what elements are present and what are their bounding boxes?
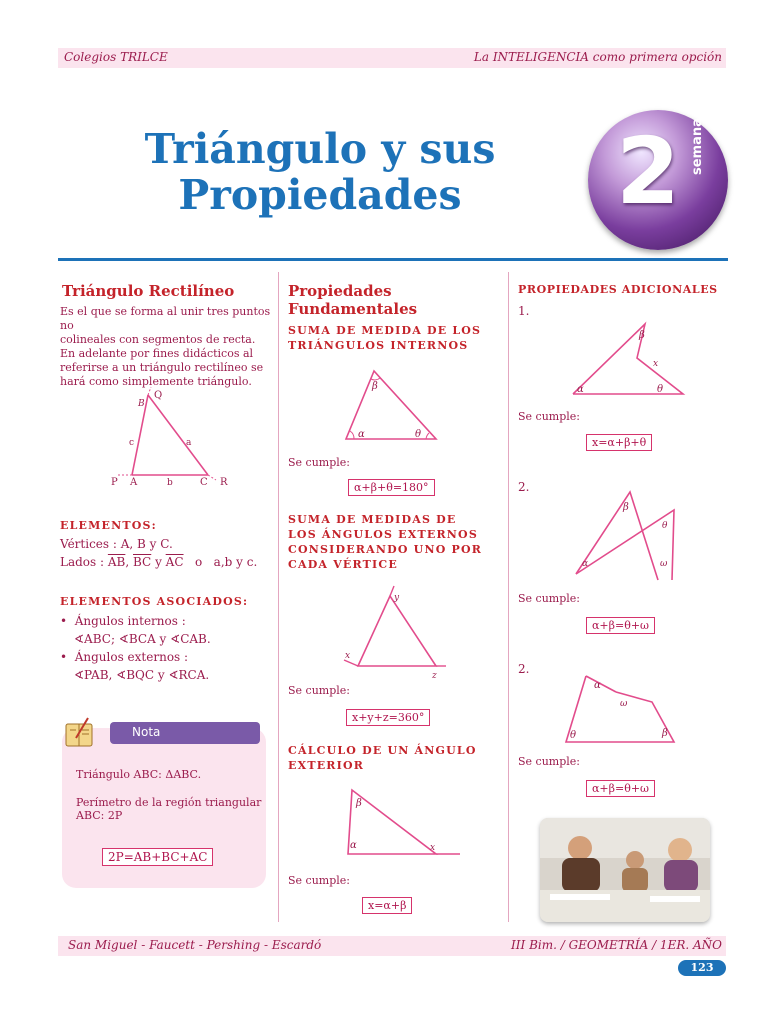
heading-line: CÁLCULO DE UN ÁNGULO	[288, 744, 477, 757]
figure-shape	[566, 676, 674, 742]
angle-arc	[350, 431, 354, 439]
heading-line: CONSIDERANDO UNO POR	[288, 543, 483, 556]
title-divider	[58, 258, 728, 261]
angle-arc	[426, 433, 429, 439]
lados-text: Lados : $\overline{AB}$, $\overline{BC}$ y $\overline{AC}$ o a,b y c.	[60, 555, 258, 569]
students-illustration	[540, 818, 710, 922]
label-omega: ω	[620, 699, 628, 709]
lados-and: y	[155, 555, 162, 569]
suma-internos-heading	[288, 323, 500, 353]
segment-ac: $\overline{AC}$	[165, 555, 184, 569]
column-divider	[278, 272, 279, 922]
se-cumple-label: Se cumple:	[518, 592, 580, 605]
label-x: x	[345, 651, 351, 661]
definition-text	[60, 305, 274, 389]
definition-line: En adelante por fines didácticos al	[60, 347, 254, 360]
asociados-list	[60, 612, 211, 684]
label-b-side: b	[167, 478, 173, 488]
heading-line: EXTERIOR	[288, 759, 365, 772]
triangle-external-figure	[336, 584, 456, 684]
side-a	[148, 395, 208, 475]
definition-line: referirse a un triángulo rectilíneo se	[60, 361, 264, 374]
heading-line: LOS ÁNGULOS EXTERNOS	[288, 528, 478, 541]
label-q: Q	[154, 390, 163, 401]
label-omega: ω	[660, 559, 668, 569]
heading-line: SUMA DE MEDIDAS DE	[288, 513, 457, 526]
property-number: 2.	[518, 662, 530, 676]
header-slogan: La INTELIGENCIA como primera opción	[473, 50, 722, 64]
footer-course: III Bim. / GEOMETRÍA / 1ER. AÑO	[511, 938, 722, 952]
se-cumple-label: Se cumple:	[518, 755, 580, 768]
students-photo	[540, 818, 710, 922]
page-title	[60, 126, 580, 218]
label-a: A	[130, 477, 138, 488]
quadrilateral-figure	[556, 672, 690, 748]
label-theta: θ	[662, 521, 668, 531]
list-item: • Ángulos externos :	[60, 650, 189, 664]
property-number: 1.	[518, 304, 530, 318]
property-1-formula: x=α+β+θ	[586, 434, 652, 451]
exterior-angle-formula: x=α+β	[362, 897, 412, 914]
se-cumple-label: Se cumple:	[518, 410, 580, 423]
heading-line: Fundamentales	[288, 300, 418, 318]
label-beta: β	[372, 381, 378, 392]
property-3-formula: α+β=θ+ω	[586, 780, 655, 797]
book-icon	[62, 716, 98, 752]
elementos-heading: ELEMENTOS:	[60, 519, 157, 532]
label-beta: β	[356, 798, 362, 809]
section-heading-triangulo: Triángulo Rectilíneo	[62, 282, 235, 300]
se-cumple-label: Se cumple:	[288, 684, 350, 697]
segment-bc: $\overline{BC}$	[133, 555, 152, 569]
sum-internal-formula: α+β+θ=180°	[348, 479, 435, 496]
internos-label: Ángulos internos :	[74, 614, 186, 628]
label-alpha: α	[577, 384, 584, 395]
angulo-exterior-heading	[288, 743, 500, 773]
label-x: x	[653, 359, 659, 369]
label-a-side: a	[186, 438, 192, 448]
nota-line-1: Triángulo ABC: ΔABC.	[76, 768, 202, 781]
label-beta: β	[639, 330, 645, 341]
label-r: R	[220, 477, 228, 488]
list-item: • Ángulos internos :	[60, 614, 186, 628]
nota-label: Nota	[132, 725, 161, 739]
triangle-internal-figure	[338, 365, 448, 445]
triangle-exterior-angle-figure	[340, 782, 464, 862]
label-x: x	[430, 843, 436, 853]
page-number: 123	[678, 960, 726, 976]
triangle-shape	[358, 596, 436, 666]
label-z: z	[432, 671, 437, 681]
label-alpha: α	[594, 680, 601, 691]
definition-line: hará como simplemente triángulo.	[60, 375, 252, 388]
label-alpha: α	[582, 559, 589, 569]
triangle-abc-figure	[100, 385, 240, 495]
heading-line: CADA VÉRTICE	[288, 558, 398, 571]
label-alpha: α	[350, 840, 357, 851]
extension-q	[148, 387, 151, 395]
week-word: semana	[690, 118, 705, 175]
label-beta: β	[662, 728, 668, 739]
label-b: B	[138, 399, 145, 409]
figure-edge	[586, 676, 616, 692]
definition-line: Es el que se forma al unir tres puntos no	[60, 305, 271, 332]
concave-figure-1	[565, 316, 690, 398]
extension-r	[208, 475, 216, 480]
header-school: Colegios TRILCE	[64, 50, 168, 64]
se-cumple-label: Se cumple:	[288, 456, 350, 469]
lados-prefix: Lados :	[60, 555, 105, 569]
crossed-triangles-figure	[568, 488, 688, 584]
label-y: y	[394, 593, 400, 603]
angle-arc	[371, 378, 380, 380]
nota-line-2b: ABC: 2P	[76, 809, 123, 822]
figure-shape	[573, 324, 683, 394]
label-theta: θ	[657, 384, 664, 395]
lados-suffix: a,b y c.	[213, 555, 258, 569]
segment-ab: $\overline{AB}$	[107, 555, 126, 569]
nota-tab	[110, 722, 260, 744]
label-theta: θ	[415, 429, 422, 440]
footer-locations: San Miguel - Faucett - Pershing - Escardó	[68, 938, 322, 952]
label-theta: θ	[570, 730, 577, 741]
property-2-formula: α+β=θ+ω	[586, 617, 655, 634]
label-alpha: α	[358, 429, 365, 440]
asociados-heading: ELEMENTOS ASOCIADOS:	[60, 595, 249, 608]
nota-line-2a: Perímetro de la región triangular	[76, 796, 262, 809]
title-line-2: Propiedades	[178, 171, 462, 219]
list-item: ∢ABC; ∢BCA y ∢CAB.	[74, 632, 211, 646]
propiedades-adicionales-heading: PROPIEDADES ADICIONALES	[518, 283, 718, 296]
suma-externos-heading	[288, 512, 500, 572]
column-divider	[508, 272, 509, 922]
heading-line: TRIÁNGULOS INTERNOS	[288, 339, 469, 352]
se-cumple-label: Se cumple:	[288, 874, 350, 887]
section-heading-propiedades	[288, 282, 417, 318]
property-number: 2.	[518, 480, 530, 494]
week-number: 2	[616, 118, 681, 225]
vertices-text: Vértices : A, B y C.	[60, 537, 173, 551]
label-c-side: c	[129, 438, 135, 448]
externos-label: Ángulos externos :	[74, 650, 189, 664]
heading-line: SUMA DE MEDIDA DE LOS	[288, 324, 482, 337]
label-c: C	[200, 477, 208, 488]
title-line-1: Triángulo y sus	[144, 125, 496, 173]
list-item: ∢PAB, ∢BQC y ∢RCA.	[74, 668, 210, 682]
figure-shape-b	[576, 510, 674, 580]
label-p: P	[111, 477, 118, 488]
heading-line: Propiedades	[288, 282, 392, 300]
lados-or: o	[194, 555, 203, 569]
perimeter-formula: 2P=AB+BC+AC	[102, 848, 213, 866]
label-beta: β	[623, 502, 629, 513]
definition-line: colineales con segmentos de recta.	[60, 333, 256, 346]
sum-external-formula: x+y+z=360°	[346, 709, 430, 726]
